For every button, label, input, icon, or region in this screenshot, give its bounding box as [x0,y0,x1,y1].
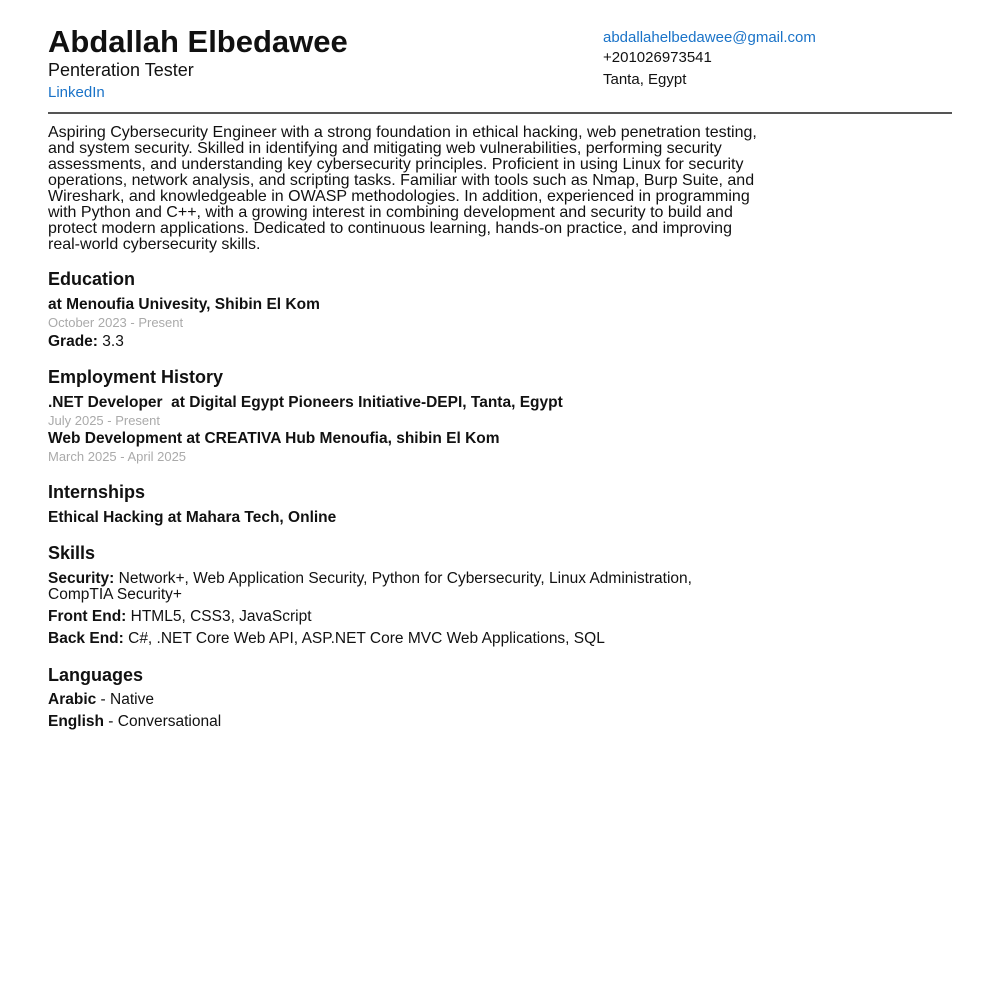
skills-frontend [48,607,312,627]
skill-label: Back End: [48,630,124,647]
language-level: - Conversational [103,713,222,730]
summary-line: real-world cybersecurity skills. [48,236,261,253]
job-title: Web Development at CREATIVA Hub Menoufia, shibin El Kom [48,430,500,447]
grade-label: Grade: [48,333,98,350]
skill-value: Network+, Web Application Security, Python for Cybersecurity, Linux Administration, [114,570,692,587]
email-link[interactable]: abdallahelbedawee@gmail.com [603,29,816,46]
language-level: - Native [96,691,154,708]
education-school: at Menoufia Univesity, Shibin El Kom [48,296,320,313]
summary-line: and system security. Skilled in identifying and mitigating web vulnerabilities, performing security [48,140,722,157]
skills-backend [48,629,605,649]
job-title: Penteration Tester [48,60,194,80]
summary-line: assessments, and understanding key cybersecurity principles. Proficient in using Linux for security [48,156,744,173]
education-dates: October 2023 - Present [48,315,184,330]
skill-label: Front End: [48,608,127,625]
language-item [48,690,154,710]
language-name: English [48,713,104,730]
job-title: .NET Developer at Digital Egypt Pioneers Initiative-DEPI, Tanta, Egypt [48,394,563,411]
skill-value: C#, .NET Core Web API, ASP.NET Core MVC Web Applications, SQL [123,630,605,647]
languages-heading: Languages [48,665,144,685]
grade-value: 3.3 [97,333,124,350]
skill-value: HTML5, CSS3, JavaScript [126,608,312,625]
summary-line: operations, network analysis, and scripting tasks. Familiar with tools such as Nmap, Burp Suite, and [48,172,755,189]
job-dates: July 2025 - Present [48,413,161,428]
location: Tanta, Egypt [603,71,687,88]
internships-heading: Internships [48,482,146,502]
phone-number: +201026973541 [603,49,712,66]
internship-item: Ethical Hacking at Mahara Tech, Online [48,509,337,526]
employment-heading: Employment History [48,367,224,387]
language-name: Arabic [48,691,97,708]
candidate-name: Abdallah Elbedawee [48,24,348,59]
linkedin-link[interactable]: LinkedIn [48,84,105,101]
skills-heading: Skills [48,543,96,563]
language-item [48,712,221,732]
header-divider [48,112,952,114]
summary-line: Aspiring Cybersecurity Engineer with a strong foundation in ethical hacking, web penetration testing, [48,124,757,141]
skill-label: Security: [48,570,115,587]
summary-line: with Python and C++, with a growing interest in combining development and security to build and [48,204,733,221]
job-dates: March 2025 - April 2025 [48,449,187,464]
summary-line: Wireshark, and knowledgeable in OWASP methodologies. In addition, experienced in programming [48,188,750,205]
education-heading: Education [48,269,136,289]
skills-security-cont: CompTIA Security+ [48,586,182,603]
education-grade [48,332,124,352]
summary-line: protect modern applications. Dedicated to continuous learning, hands-on practice, and improving [48,220,732,237]
